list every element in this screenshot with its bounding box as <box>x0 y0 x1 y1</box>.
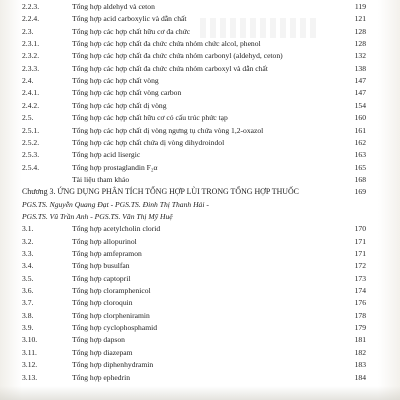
toc-page-number: 147 <box>354 88 366 98</box>
toc-entry-title: Tổng hợp các hợp chất chứa dị vòng dihydroindol <box>72 137 225 147</box>
toc-entry-title: Tổng hợp allopurinol <box>72 236 137 246</box>
toc-chapter-heading <box>0 185 400 198</box>
toc-entry <box>0 148 400 161</box>
toc-entry-title: Tổng hợp captopril <box>72 273 131 283</box>
toc-entry <box>0 25 400 38</box>
toc-entry-title: Tổng hợp acetylcholin clorid <box>72 224 161 234</box>
toc-entry-number: 2.5. <box>22 113 34 123</box>
toc-page-number: 182 <box>354 347 366 357</box>
toc-entry-number: 3.9. <box>22 323 34 333</box>
toc-entry-title: Tổng hợp các hợp chất dị vòng ngưng tụ chứa vòng 1,2-oxazol <box>72 125 264 135</box>
toc-page-number: 171 <box>354 236 366 246</box>
toc-entry-title: Tổng hợp cyclophosphamid <box>72 323 158 333</box>
toc-page-number: 147 <box>354 76 366 86</box>
toc-entry-title: Tổng hợp các hợp chất vòng <box>72 76 159 86</box>
toc-page-number: 184 <box>354 372 366 382</box>
chapter-authors: PGS.TS. Vũ Trần Anh - PGS.TS. Văn Thị Mỹ Huệ <box>22 211 173 221</box>
toc-page-number: 128 <box>354 39 366 49</box>
toc-entry-number: 3.13. <box>22 372 38 382</box>
toc-entry <box>0 99 400 112</box>
toc-entry <box>0 259 400 272</box>
toc-entry-title: Tổng hợp ephedrin <box>72 372 131 382</box>
toc-page-number: 173 <box>354 273 366 283</box>
toc-entry-title: Tổng hợp amfepramon <box>72 249 142 258</box>
toc-entry-title: Tổng hợp acid carboxylic và dẫn chất <box>72 14 187 24</box>
toc-entry <box>0 272 400 285</box>
toc-entry-number: 3.11. <box>22 347 37 357</box>
toc-entry <box>0 161 400 174</box>
toc-entry-number: 2.4.1. <box>22 88 40 98</box>
toc-entry-number: 3.6. <box>22 286 34 296</box>
toc-entry-title: Tổng hợp các hợp chất hữu cơ có cấu trúc phức tạp <box>72 113 228 123</box>
toc-page-number: 168 <box>354 174 366 184</box>
toc-page-number: 179 <box>354 323 366 333</box>
toc-entry-number: 2.3.3. <box>22 63 40 73</box>
toc-entry <box>0 124 400 137</box>
toc-entry-title: Tổng hợp các hợp chất đa chức chứa nhóm carboxyl và dẫn chất <box>72 63 268 73</box>
toc-entry <box>0 346 400 359</box>
toc-entry <box>0 235 400 248</box>
toc-entry <box>0 247 400 260</box>
toc-entry <box>0 173 400 186</box>
toc-entry <box>0 74 400 87</box>
page-edge-shadow <box>0 386 400 400</box>
toc-entry-title: Tổng hợp các hợp chất hữu cơ đa chức <box>72 26 191 36</box>
toc-entry-title: Tổng hợp aldehyd và ceton <box>72 2 155 11</box>
toc-page-number: 162 <box>354 137 366 147</box>
toc-entry <box>0 12 400 25</box>
toc-entry-title: Tổng hợp acid lisergic <box>72 150 141 160</box>
toc-entry <box>0 0 400 13</box>
toc-page-number: 170 <box>354 224 366 234</box>
toc-page-number: 128 <box>354 26 366 36</box>
toc-page-number: 132 <box>354 51 366 61</box>
toc-entry <box>0 86 400 99</box>
toc-entry <box>0 284 400 297</box>
toc-page-number: 183 <box>354 360 366 370</box>
toc-page-number: 119 <box>354 2 366 11</box>
toc-entry-number: 3.10. <box>22 335 38 345</box>
toc-entry <box>0 358 400 371</box>
toc-entry <box>0 309 400 322</box>
toc-entry-title: Tổng hợp diazepam <box>72 347 133 357</box>
toc-entry-title: Tổng hợp các hợp chất đa chức chứa nhóm chức alcol, phenol <box>72 39 261 49</box>
toc-entry-number: 3.12. <box>22 360 38 370</box>
toc-page-number: 172 <box>354 261 366 271</box>
toc-entry-number: 2.3.2. <box>22 51 40 61</box>
toc-entry-title: Tổng hợp các hợp chất đa chức chứa nhóm carbonyl (aldehyd, ceton) <box>72 51 283 61</box>
toc-entry-number: 2.5.4. <box>22 162 40 172</box>
toc-page-number: 178 <box>354 310 366 320</box>
toc-entry-title: Tổng hợp clorpheniramin <box>72 310 150 320</box>
toc-authors-line <box>0 210 400 223</box>
toc-page-number: 163 <box>354 150 366 160</box>
toc-entry-number: 3.4. <box>22 261 34 271</box>
toc-entry-title: Tổng hợp dapson <box>72 335 125 345</box>
toc-page-number: 174 <box>354 286 366 296</box>
toc-entry <box>0 321 400 334</box>
chapter-authors: PGS.TS. Nguyễn Quang Đạt - PGS.TS. Đinh Thị Thanh Hải - <box>22 199 209 209</box>
toc-entry-title: Tổng hợp prostaglandin F₂α <box>72 162 158 172</box>
toc-entry-number: 3.7. <box>22 298 34 308</box>
toc-page-number: 181 <box>354 335 366 345</box>
toc-page-number: 161 <box>354 125 366 135</box>
toc-authors-line <box>0 198 400 211</box>
toc-entry <box>0 37 400 50</box>
toc-page-number: 176 <box>354 298 366 308</box>
toc-entry-number: 2.3. <box>22 26 34 36</box>
toc-entry-number: 2.2.4. <box>22 14 40 24</box>
toc-entry-number: 2.5.3. <box>22 150 40 160</box>
toc-entry-number: 2.4.2. <box>22 100 40 110</box>
toc-entry <box>0 136 400 149</box>
toc-entry-number: 2.4. <box>22 76 34 86</box>
toc-entry-number: 3.8. <box>22 310 34 320</box>
toc-entry-title: Tổng hợp cloramphenicol <box>72 286 151 296</box>
chapter-title: Chương 3. ỨNG DỤNG PHÂN TÍCH TỔNG HỢP LÙI TRONG TỔNG HỢP THUỐC <box>22 187 299 197</box>
toc-entry-number: 3.3. <box>22 249 34 258</box>
toc-entry <box>0 111 400 124</box>
toc-page-number: 138 <box>354 63 366 73</box>
toc-entry-number: 2.2.3. <box>22 2 40 11</box>
toc-page-number: 165 <box>354 162 366 172</box>
toc-page-number: 171 <box>354 249 366 258</box>
toc-entry-number: 3.5. <box>22 273 34 283</box>
toc-entry-number: 3.1. <box>22 224 34 234</box>
toc-page-number: 169 <box>354 187 366 197</box>
toc-entry <box>0 296 400 309</box>
toc-entry-title: Tổng hợp diphenhydramin <box>72 360 154 370</box>
toc-entry-number: 2.3.1. <box>22 39 40 49</box>
toc-entry-title: Tài liệu tham khảo <box>72 174 130 184</box>
toc-page-number: 121 <box>354 14 366 24</box>
toc-entry <box>0 222 400 235</box>
toc-entry-number: 3.2. <box>22 236 34 246</box>
toc-page-number: 154 <box>354 100 366 110</box>
toc-entry-title: Tổng hợp cloroquin <box>72 298 133 308</box>
toc-entry-title: Tổng hợp busulfan <box>72 261 130 271</box>
toc-entry <box>0 371 400 384</box>
toc-entry-title: Tổng hợp các hợp chất dị vòng <box>72 100 167 110</box>
toc-entry-number: 2.5.2. <box>22 137 40 147</box>
toc-entry <box>0 333 400 346</box>
toc-entry-title: Tổng hợp các hợp chất vòng carbon <box>72 88 182 98</box>
toc-entry <box>0 62 400 75</box>
toc-entry-number: 2.5.1. <box>22 125 40 135</box>
toc-entry <box>0 49 400 62</box>
toc-page-number: 160 <box>354 113 366 123</box>
